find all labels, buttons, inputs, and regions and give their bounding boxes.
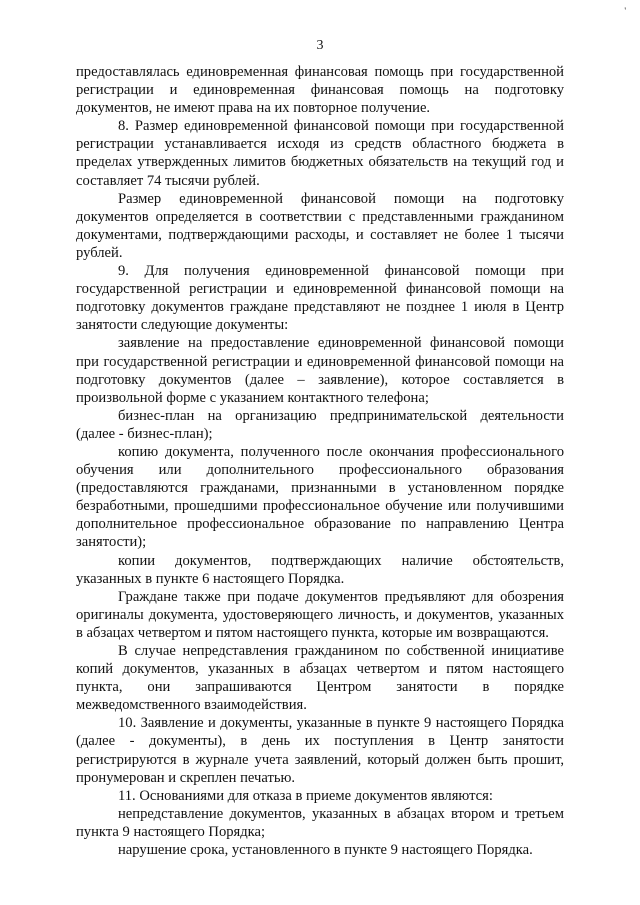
paragraph: заявление на предоставление единовременной финансовой помощи при государственной регистрации и единовременной финансовой помощи на подготовку документов (далее – заявление), которое составляется в произвольной форме с указанием контактного телефона; [76, 335, 564, 406]
paragraph: нарушение срока, установленного в пункте 9 настоящего Порядка. [118, 842, 533, 859]
paragraph: 8. Размер единовременной финансовой помощи при государственной регистрации устанавливается исходя из средств областного бюджета в пределах утвержденных лимитов бюджетных обязательств на текущий год и составляет 74 тысячи рублей. [76, 118, 564, 189]
paragraph: В случае непредставления гражданином по собственной инициативе копий документов, указанных в абзацах четвертом и пятом настоящего пункта, они запрашиваются Центром занятости в порядке межведомственного взаимодействия. [76, 643, 564, 714]
paragraph: копии документов, подтверждающих наличие обстоятельств, указанных в пункте 6 настоящего Порядка. [76, 552, 564, 587]
paragraph: 9. Для получения единовременной финансовой помощи при государственной регистрации и единовременной финансовой помощи на подготовку документов граждане представляют не позднее 1 июля в Центр занятости следующие документы: [76, 263, 564, 334]
paragraph: бизнес-план на организацию предпринимательской деятельности (далее - бизнес-план); [76, 407, 564, 442]
document-body [76, 63, 564, 859]
paragraph: 10. Заявление и документы, указанные в пункте 9 настоящего Порядка (далее - документы), в день их поступления в Центр занятости регистрируются в журнале учета заявлений, который должен быть прошит, пронумерован и скреплен печатью. [76, 715, 564, 786]
paragraph: предоставлялась единовременная финансовая помощь при государственной регистрации и единовременная финансовая помощь на подготовку документов, не имеют права на их повторное получение. [76, 64, 564, 117]
paragraph: Граждане также при подаче документов предъявляют для обозрения оригиналы документа, удостоверяющего личность, и документов, указанных в абзацах четвертом и пятом настоящего пункта, которые им возвращаются. [76, 588, 564, 641]
page-number: 3 [316, 38, 324, 53]
paragraph: непредставление документов, указанных в абзацах втором и третьем пункта 9 настоящего Порядка; [76, 805, 564, 840]
paragraph: копию документа, полученного после окончания профессионального обучения или дополнительного профессионального образования (предоставляются гражданами, признанными в установленном порядке безработными, прошедшими профессиональное обучение или получившими дополнительное профессиональное образование по направлению Центра занятости); [76, 443, 564, 551]
paragraph: Размер единовременной финансовой помощи на подготовку документов определяется в соответствии с представленными гражданином документами, подтверждающими расходы, и составляет не более 1 тысячи рублей. [76, 190, 564, 261]
corner-mark: ' [624, 6, 626, 16]
paragraph: 11. Основаниями для отказа в приеме документов являются: [118, 787, 493, 804]
